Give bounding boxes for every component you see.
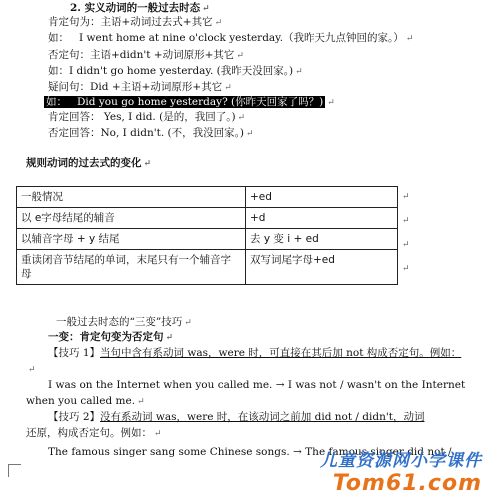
row-end-mark: ↵: [402, 264, 410, 274]
tip1-text: 【技巧 1】当句中含有系动词 was，were 时，可直接在其后加 not 构成否定句。例如：: [48, 347, 462, 359]
change-one-heading: 一变：肯定句变为否定句 ↵: [48, 331, 174, 343]
affirmative-example: 如： I went home at nine o'clock yesterday.（我昨天九点钟回的家。） ↵: [48, 32, 414, 44]
watermark-bottom: Tom61.com: [332, 471, 482, 496]
table-row: [17, 229, 398, 250]
negative-example: 如：I didn't go home yesterday. (我昨天没回家。) ↵: [48, 65, 303, 77]
table-row: [17, 208, 398, 229]
question-formula: 疑问句：Did +主语+动词原形+其它 ↵: [48, 81, 232, 93]
negative-formula: 否定句：主语+didn't +动词原形+其它 ↵: [48, 49, 244, 61]
rule-condition: 一般情况: [17, 187, 246, 208]
verb-rules-table: [16, 186, 398, 285]
table-row: [17, 250, 398, 285]
watermark-top: 儿童资源网小学课件: [320, 451, 482, 471]
row-end-mark: ↵: [402, 240, 410, 250]
rule-change: +d: [246, 208, 398, 229]
rules-heading: 规则动词的过去式的变化 ↵: [26, 157, 152, 169]
tip2-text: 【技巧 2】没有系动词 was，were 时，在该动词之前加 did not / didn't，动词: [48, 411, 425, 423]
rule-condition: 重读闭音节结尾的单词，末尾只有一个辅音字母: [17, 250, 246, 285]
rule-condition: 以辅音字母 + y 结尾: [17, 229, 246, 250]
table-row: [17, 187, 398, 208]
section-title: 2. 实义动词的一般过去时态 ↵: [70, 2, 210, 14]
rule-change: +ed: [246, 187, 398, 208]
rule-change: 双写词尾字母+ed: [246, 250, 398, 285]
page-corner-mark: [8, 464, 21, 477]
row-end-mark: ↵: [402, 192, 410, 202]
question-example: 如： Did you go home yesterday? (你昨天回家了吗？) ↵: [46, 96, 335, 108]
tip1-example-line1: I was on the Internet when you called me. → I was not / wasn't on the Internet: [48, 379, 466, 391]
tip1-example-line2: when you called me. ↵: [26, 395, 145, 407]
answer-yes: 肯定回答： Yes, I did. (是的，我回了。) ↵: [48, 111, 246, 123]
site-watermark-logo: [320, 446, 482, 496]
answer-no: 否定回答：No, I didn't. (不，我没回家。) ↵: [48, 127, 254, 139]
row-end-mark: ↵: [402, 216, 410, 226]
tip2-text-line2: 还原，构成否定句。例如： ↵: [26, 427, 162, 439]
tip2-example-line1: The famous singer sang some Chinese songs. → The famous singer did not /: [48, 446, 452, 458]
affirmative-formula: 肯定句为：主语+动词过去式+其它 ↵: [48, 16, 223, 28]
rule-condition: 以 e字母结尾的辅音: [17, 208, 246, 229]
tip1-continue: ↵: [28, 365, 36, 375]
tips-intro: 一般过去时态的“三变”技巧 ↵: [56, 316, 192, 328]
rule-change: 去 y 变 i + ed: [246, 229, 398, 250]
